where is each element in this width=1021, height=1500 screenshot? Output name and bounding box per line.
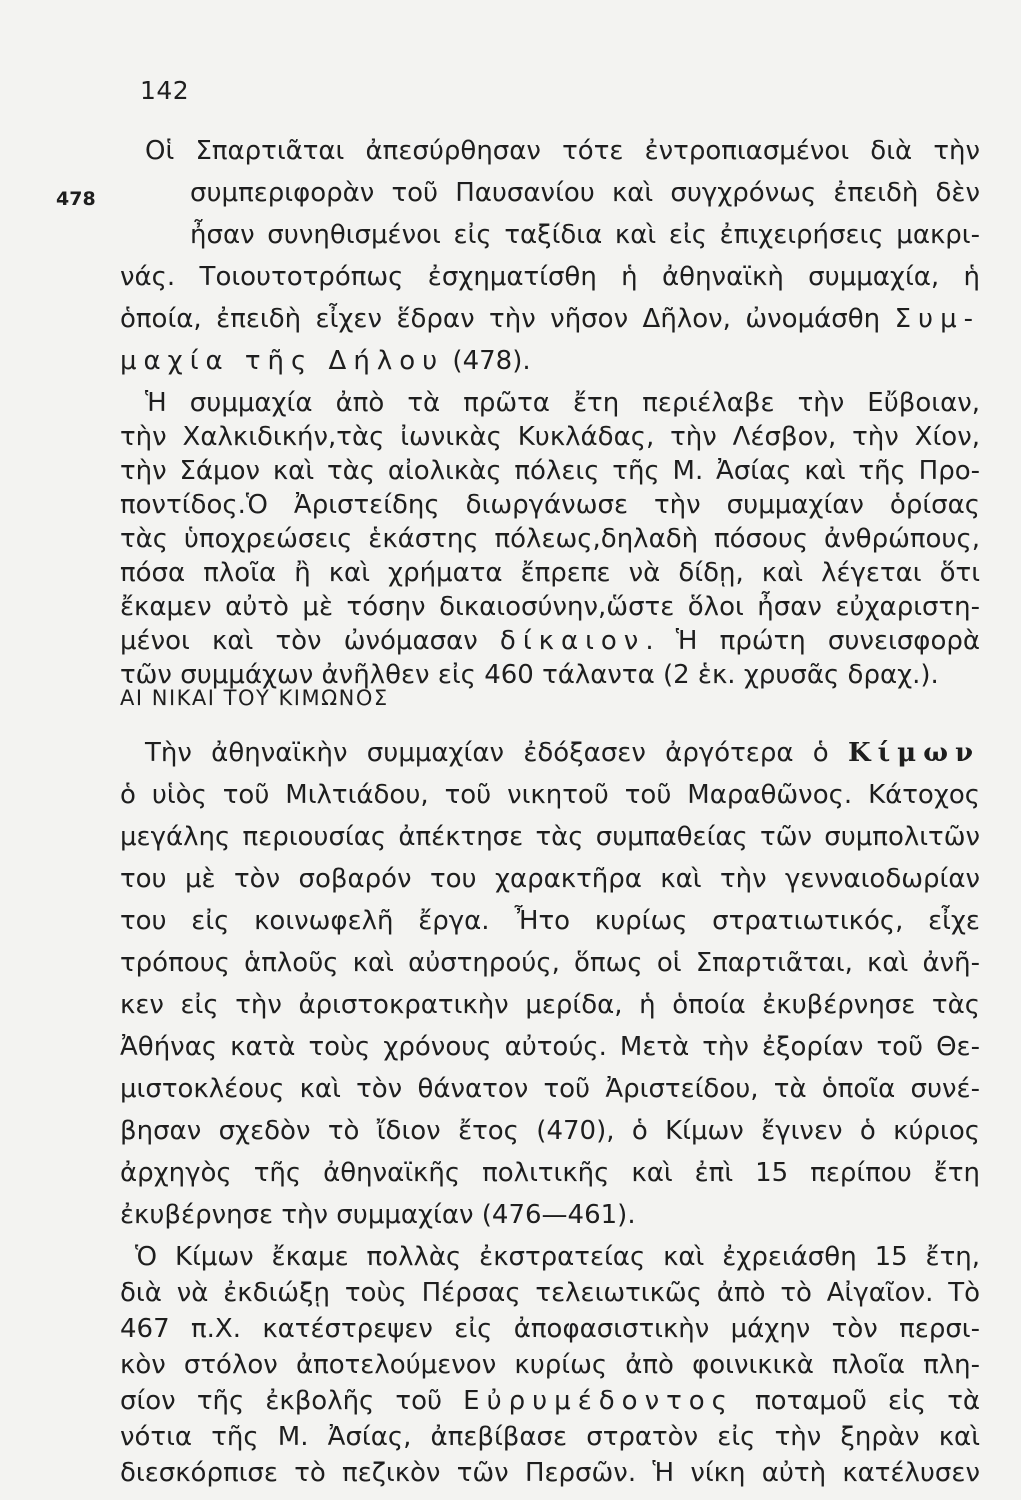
text-line: βησαν σχεδὸν τὸ ἴδιον ἔτος (470), ὁ Κίμων ἔγινεν ὁ κύριος [120, 1116, 980, 1146]
text-line: μεγάλης περιουσίας ἀπέκτησε τὰς συμπαθείας τῶν συμπολιτῶν [120, 822, 980, 852]
text-line: Ὁ Κίμων ἔκαμε πολλὰς ἐκστρατείας καὶ ἐχρειάσθη 15 ἔτη, [135, 1242, 980, 1272]
text-line: τρόπους ἁπλοῦς καὶ αὐστηρούς, ὅπως οἱ Σπαρτιᾶται, καὶ ἀνῆ- [120, 948, 980, 978]
text-line: 467 π.Χ. κατέστρεψεν εἰς ἀποφασιστικὴν μάχην τὸν περσι- [120, 1314, 980, 1344]
text-line: του μὲ τὸν σοβαρόν του χαρακτῆρα καὶ τὴν γενναιοδωρίαν [120, 864, 980, 894]
text-line: συμπεριφορὰν τοῦ Παυσανίου καὶ συγχρόνως ἐπειδὴ δὲν [190, 178, 980, 208]
text-line: κὸν στόλον ἀποτελούμενον κυρίως ἀπὸ φοινικικὰ πλοῖα πλη- [120, 1350, 980, 1380]
text-line: μένοι καὶ τὸν ὠνόμασαν δίκαιον. Ἡ πρώτη συνεισφορὰ [120, 626, 980, 656]
text-line: ἦσαν συνηθισμένοι εἰς ταξίδια καὶ εἰς ἐπιχειρήσεις μακρι- [190, 220, 980, 250]
text-line: τὰς ὑποχρεώσεις ἑκάστης πόλεως,δηλαδὴ πόσους ἀνθρώπους, [120, 524, 980, 554]
section-heading: ΑΙ ΝΙΚΑΙ ΤΟΥ ΚΙΜΩΝΟΣ [120, 686, 389, 710]
text-line: του εἰς κοινωφελῆ ἔργα. Ἦτο κυρίως στρατιωτικός, εἶχε [120, 906, 980, 936]
text-line: τῶν συμμάχων ἀνῆλθεν εἰς 460 τάλαντα (2 ἑκ. χρυσᾶς δραχ.). [120, 660, 939, 690]
text-line: μαχία τῆς Δήλου (478). [120, 346, 531, 376]
page-number: 142 [140, 76, 190, 105]
text-line: νάς. Τοιουτοτρόπως ἐσχηματίσθη ἡ ἀθηναϊκὴ συμμαχία, ἡ [120, 262, 980, 292]
text-line: μιστοκλέους καὶ τὸν θάνατον τοῦ Ἀριστείδου, τὰ ὁποῖα συνέ- [120, 1074, 980, 1104]
text-line: τὴν Χαλκιδικήν,τὰς ἰωνικὰς Κυκλάδας, τὴν Λέσβον, τὴν Χίον, [120, 422, 980, 452]
text-line: Ἡ συμμαχία ἀπὸ τὰ πρῶτα ἔτη περιέλαβε τὴν Εὔβοιαν, [145, 388, 980, 418]
margin-year-note: 478 [56, 188, 96, 210]
text-line: ποντίδος.Ὁ Ἀριστείδης διωργάνωσε τὴν συμμαχίαν ὁρίσας [120, 490, 980, 520]
text-line: Οἱ Σπαρτιᾶται ἀπεσύρθησαν τότε ἐντροπιασμένοι διὰ τὴν [145, 136, 980, 166]
text-line: διεσκόρπισε τὸ πεζικὸν τῶν Περσῶν. Ἡ νίκη αὐτὴ κατέλυσεν [120, 1458, 980, 1488]
text-line: ἔκαμεν αὐτὸ μὲ τόσην δικαιοσύνην,ὥστε ὅλοι ἦσαν εὐχαριστη- [120, 592, 980, 622]
text-line: νότια τῆς Μ. Ἀσίας, ἀπεβίβασε στρατὸν εἰς τὴν ξηρὰν καὶ [120, 1422, 980, 1452]
text-line: Τὴν ἀθηναϊκὴν συμμαχίαν ἐδόξασεν ἀργότερα ὁ Κίμων [145, 738, 980, 768]
text-line: Ἀθήνας κατὰ τοὺς χρόνους αὐτούς. Μετὰ τὴν ἐξορίαν τοῦ Θε- [120, 1032, 980, 1062]
text-line: σίον τῆς ἐκβολῆς τοῦ Εὐρυμέδοντος ποταμοῦ εἰς τὰ [120, 1386, 980, 1416]
text-line: πόσα πλοῖα ἢ καὶ χρήματα ἔπρεπε νὰ δίδῃ, καὶ λέγεται ὅτι [120, 558, 980, 588]
text-line: ἀρχηγὸς τῆς ἀθηναϊκῆς πολιτικῆς καὶ ἐπὶ 15 περίπου ἔτη [120, 1158, 980, 1188]
text-line: ὁ υἱὸς τοῦ Μιλτιάδου, τοῦ νικητοῦ τοῦ Μαραθῶνος. Κάτοχος [120, 780, 980, 810]
text-line: κεν εἰς τὴν ἀριστοκρατικὴν μερίδα, ἡ ὁποία ἐκυβέρνησε τὰς [120, 990, 980, 1020]
text-line: διὰ νὰ ἐκδιώξῃ τοὺς Πέρσας τελειωτικῶς ἀπὸ τὸ Αἰγαῖον. Τὸ [120, 1278, 980, 1308]
text-line: ἐκυβέρνησε τὴν συμμαχίαν (476—461). [120, 1200, 636, 1230]
text-line: τὴν Σάμον καὶ τὰς αἰολικὰς πόλεις τῆς Μ. Ἀσίας καὶ τῆς Προ- [120, 456, 980, 486]
text-line: ὁποία, ἐπειδὴ εἶχεν ἕδραν τὴν νῆσον Δῆλον, ὠνομάσθη Συμ- [120, 304, 980, 334]
